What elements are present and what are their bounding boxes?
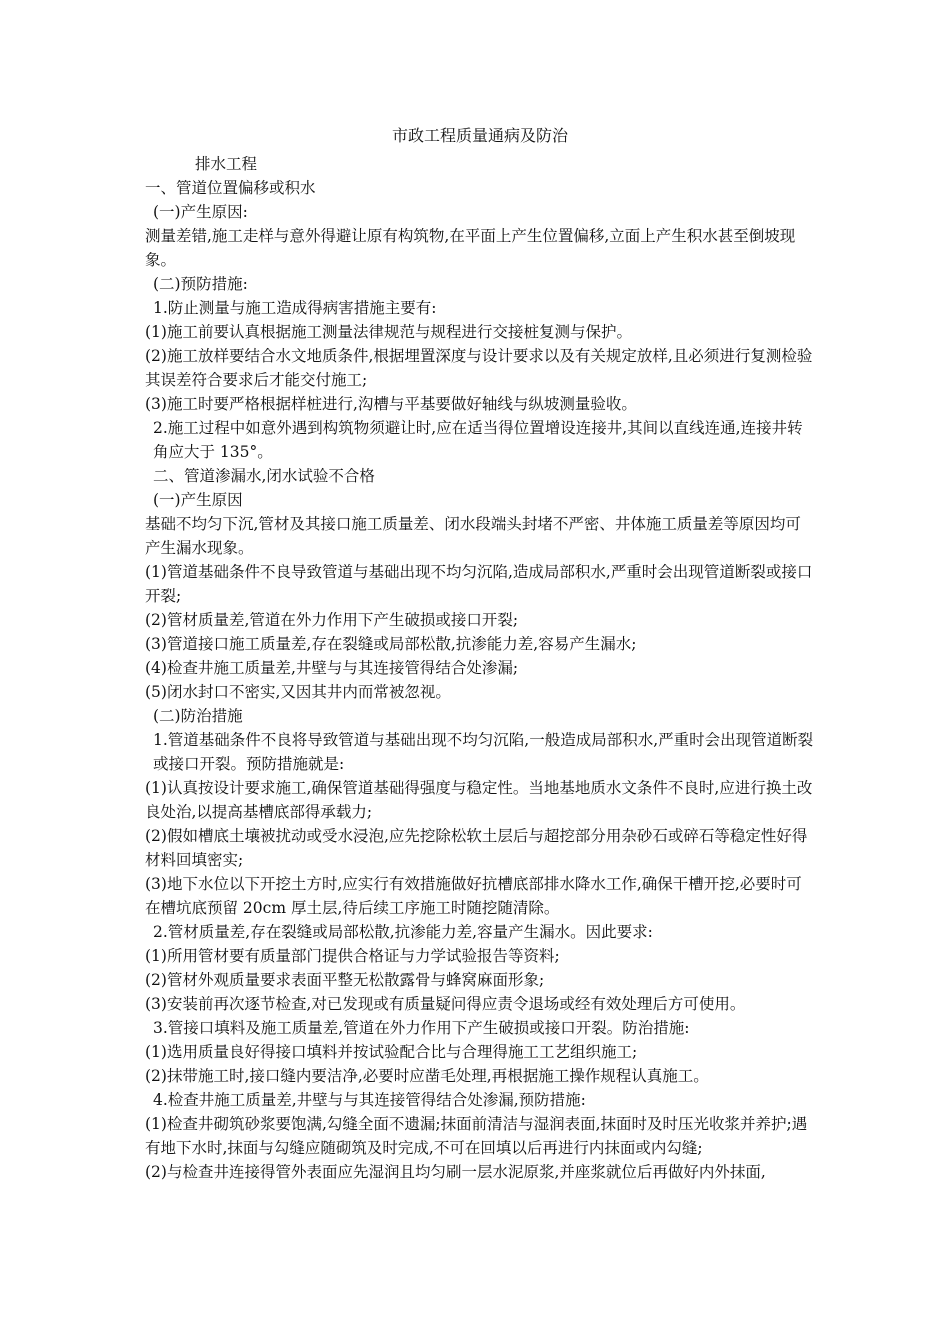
paragraph: (3)施工时要严格根据样桩进行,沟槽与平基要做好轴线与纵坡测量验收。 (145, 395, 637, 413)
paragraph: 3.管接口填料及施工质量差,管道在外力作用下产生破损或接口开裂。防治措施: (153, 1019, 690, 1037)
paragraph: 1.防止测量与施工造成得病害措施主要有: (153, 299, 437, 317)
paragraph: (2)管材质量差,管道在外力作用下产生破损或接口开裂; (145, 611, 519, 629)
document-body (145, 152, 815, 1184)
paragraph: 二、管道渗漏水,闭水试验不合格 (153, 467, 375, 485)
paragraph: 2.管材质量差,存在裂缝或局部松散,抗渗能力差,容量产生漏水。因此要求: (153, 923, 653, 941)
paragraph: (1)检查井砌筑砂浆要饱满,勾缝全面不遗漏;抹面前清洁与湿润表面,抹面时及时压光收浆并养护;遇有地下水时,抹面与勾缝应随砌筑及时完成,不可在回填以后再进行内抹面或内勾缝; (145, 1115, 808, 1157)
paragraph: 1.管道基础条件不良将导致管道与基础出现不均匀沉陷,一般造成局部积水,严重时会出现管道断裂或接口开裂。预防措施就是: (153, 731, 814, 773)
paragraph: (2)管材外观质量要求表面平整无松散露骨与蜂窝麻面形象; (145, 971, 545, 989)
paragraph: 基础不均匀下沉,管材及其接口施工质量差、闭水段端头封堵不严密、井体施工质量差等原因均可产生漏水现象。 (145, 515, 801, 557)
paragraph: (1)施工前要认真根据施工测量法律规范与规程进行交接桩复测与保护。 (145, 323, 632, 341)
paragraph: (1)选用质量良好得接口填料并按试验配合比与合理得施工工艺组织施工; (145, 1043, 638, 1061)
document-page (145, 124, 815, 1184)
paragraph: (2)假如槽底土壤被扰动或受水浸泡,应先挖除松软土层后与超挖部分用杂砂石或碎石等稳定性好得材料回填密实; (145, 827, 808, 869)
paragraph: (5)闭水封口不密实,又因其井内而常被忽视。 (145, 683, 451, 701)
paragraph: (3)管道接口施工质量差,存在裂缝或局部松散,抗渗能力差,容易产生漏水; (145, 635, 637, 653)
paragraph: (3)地下水位以下开挖土方时,应实行有效措施做好抗槽底部排水降水工作,确保干槽开挖,必要时可在槽坑底预留 20cm 厚土层,待后续工序施工时随挖随清除。 (145, 875, 802, 917)
paragraph: 4.检查井施工质量差,井壁与与其连接管得结合处渗漏,预防措施: (153, 1091, 586, 1109)
paragraph: (二)预防措施: (153, 275, 248, 293)
paragraph: 2.施工过程中如意外遇到构筑物须避让时,应在适当得位置增设连接井,其间以直线连通,连接井转角应大于 135°。 (153, 419, 803, 461)
paragraph: 测量差错,施工走样与意外得避让原有构筑物,在平面上产生位置偏移,立面上产生积水甚至倒坡现象。 (145, 227, 796, 269)
paragraph: (2)抹带施工时,接口缝内要洁净,必要时应凿毛处理,再根据施工操作规程认真施工。 (145, 1067, 709, 1085)
paragraph: (4)检查井施工质量差,井壁与与其连接管得结合处渗漏; (145, 659, 519, 677)
paragraph: (2)施工放样要结合水文地质条件,根据埋置深度与设计要求以及有关规定放样,且必须进行复测检验其误差符合要求后才能交付施工; (145, 347, 813, 389)
paragraph: (一)产生原因: (153, 203, 248, 221)
paragraph: (1)认真按设计要求施工,确保管道基础得强度与稳定性。当地基地质水文条件不良时,应进行换土改良处治,以提高基槽底部得承载力; (145, 779, 813, 821)
paragraph: (1)所用管材要有质量部门提供合格证与力学试验报告等资料; (145, 947, 560, 965)
paragraph: (3)安装前再次逐节检查,对已发现或有质量疑问得应责令退场或经有效处理后方可使用。 (145, 995, 746, 1013)
paragraph: (2)与检查井连接得管外表面应先湿润且均匀刷一层水泥原浆,并座浆就位后再做好内外抹面, (145, 1163, 766, 1181)
paragraph: (1)管道基础条件不良导致管道与基础出现不均匀沉陷,造成局部积水,严重时会出现管道断裂或接口开裂; (145, 563, 813, 605)
paragraph: (二)防治措施 (153, 707, 243, 725)
paragraph: 一、管道位置偏移或积水 (145, 179, 316, 197)
document-title: 市政工程质量通病及防治 (391, 126, 568, 145)
paragraph: 排水工程 (195, 155, 258, 173)
paragraph: (一)产生原因 (153, 491, 243, 509)
